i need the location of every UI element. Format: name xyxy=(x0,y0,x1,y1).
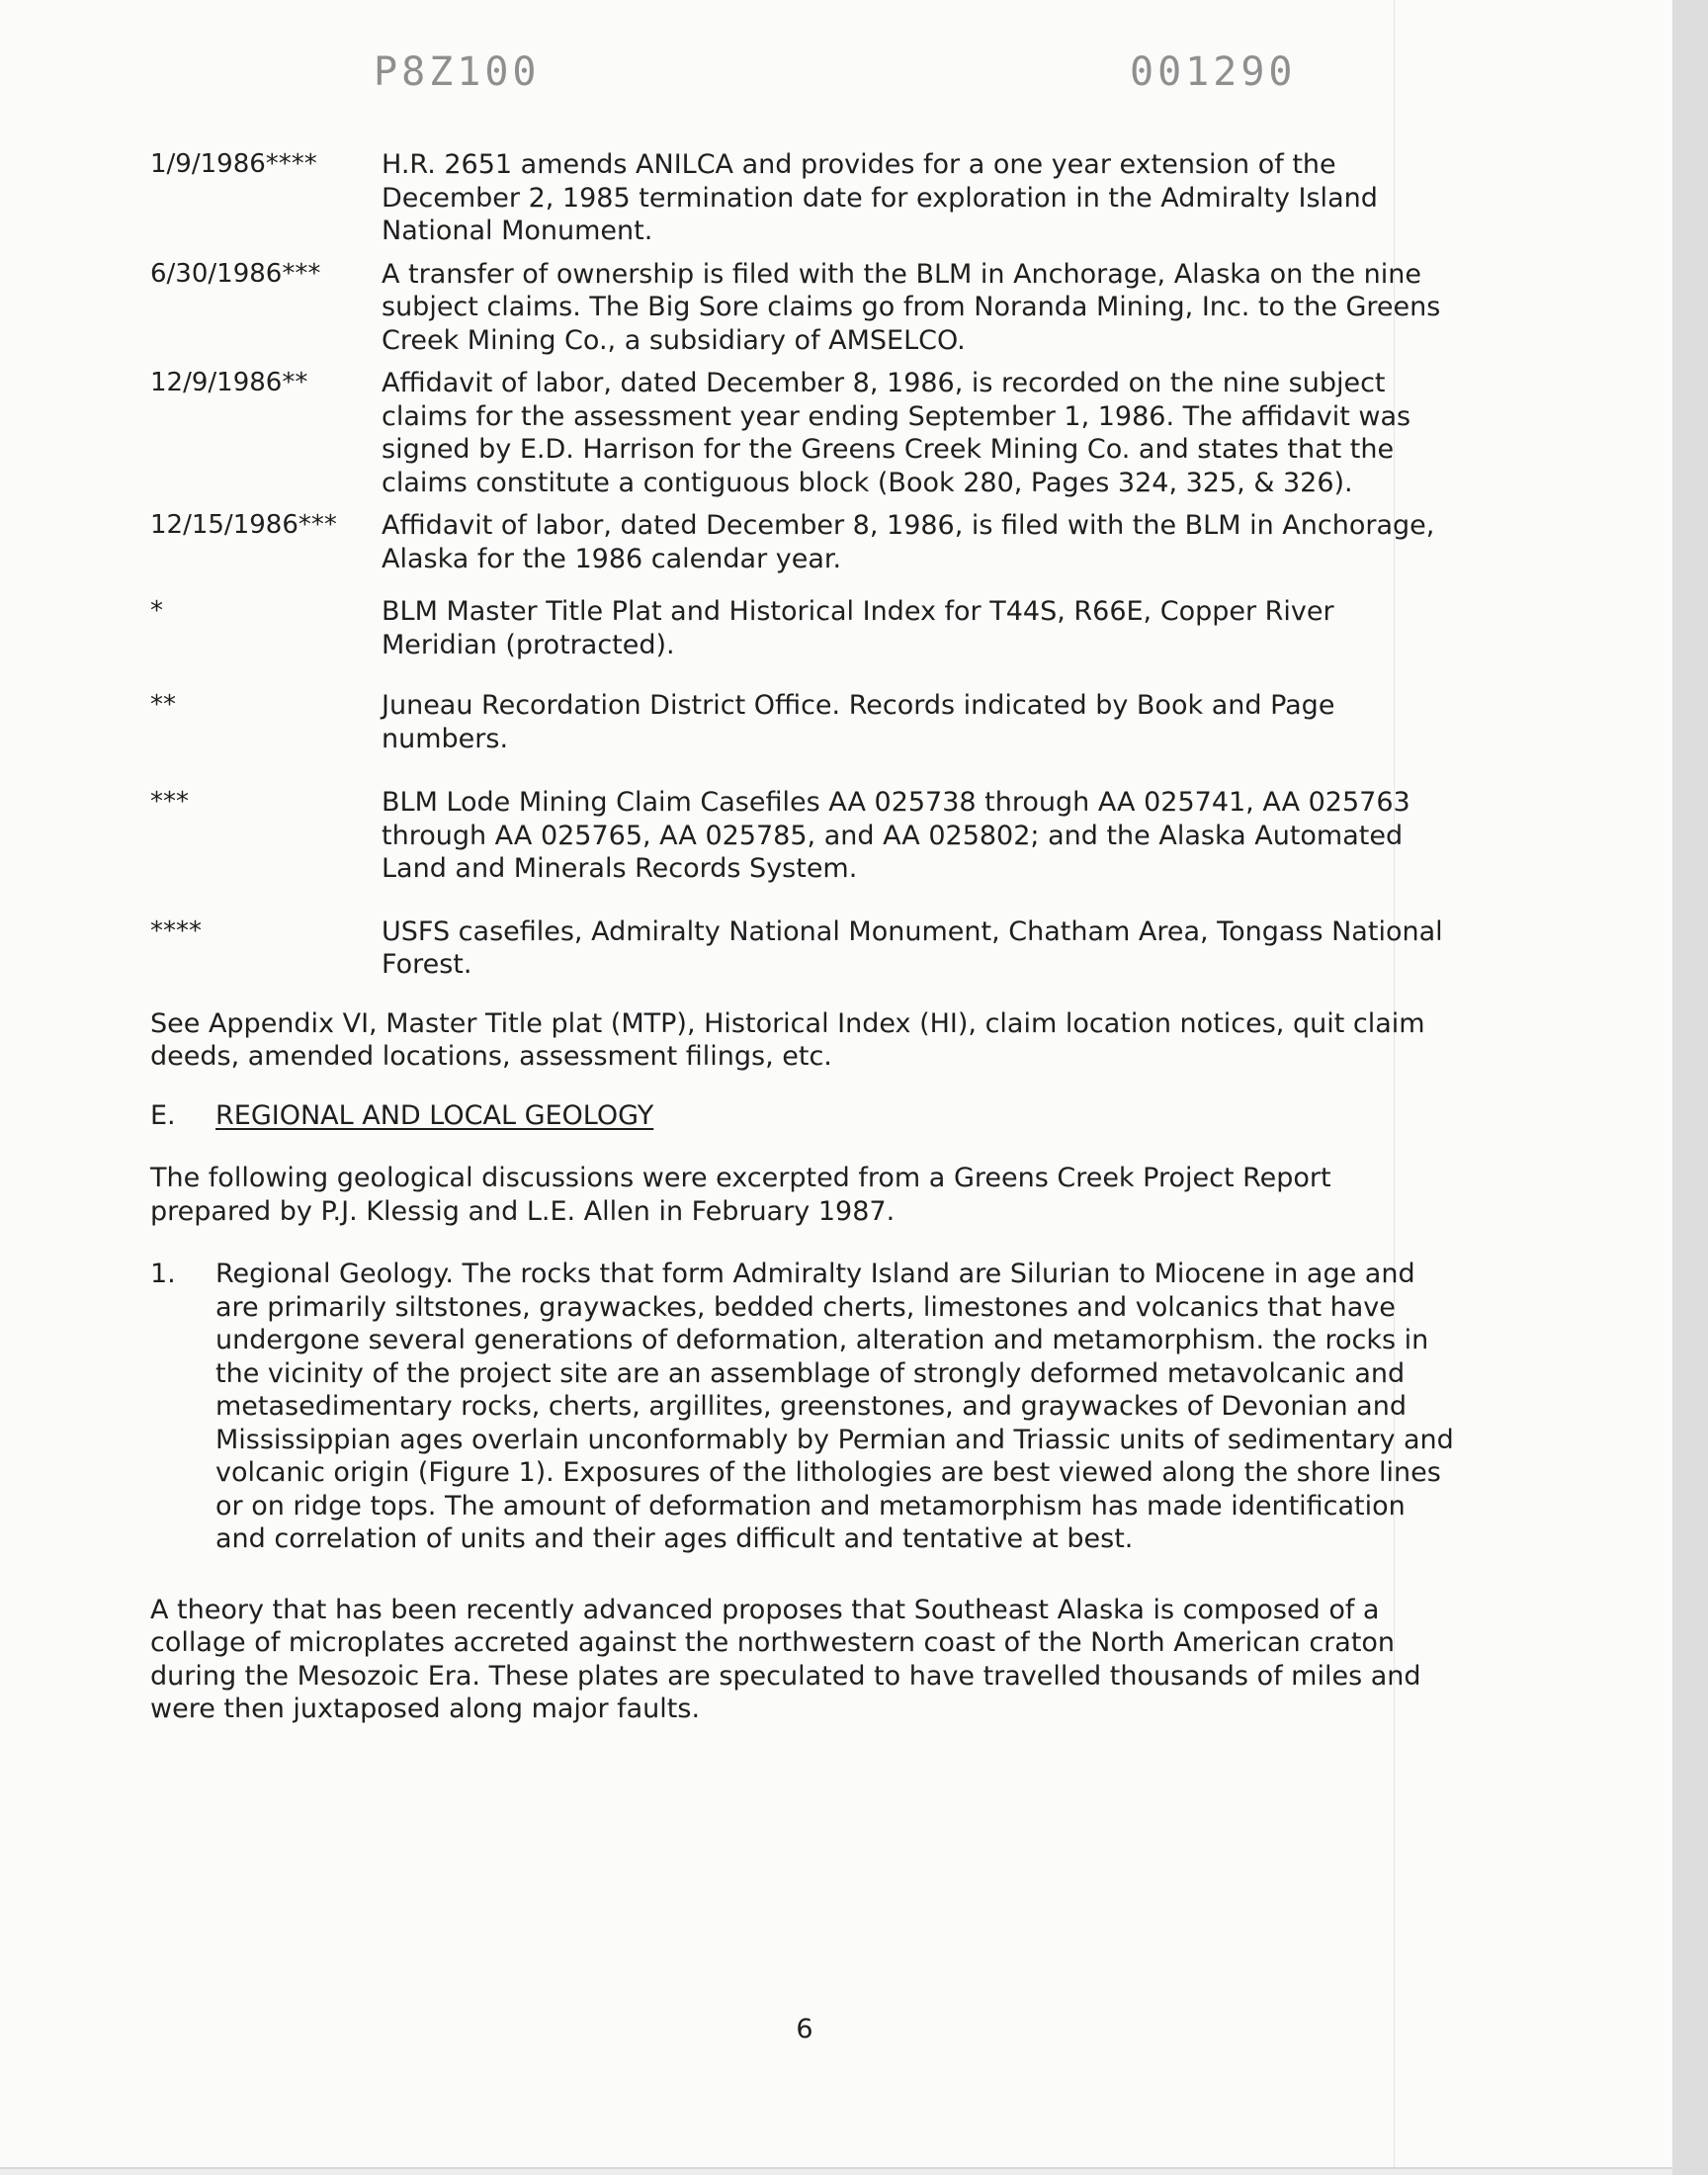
footnote-mark: * xyxy=(150,596,163,626)
section-title: REGIONAL AND LOCAL GEOLOGY xyxy=(215,1099,654,1131)
entry-date: 6/30/1986*** xyxy=(150,258,321,289)
entry-text: Affidavit of labor, dated December 8, 1986, is recorded on the nine subject claims for the assessment year ending September 1, 1986. The affidavit was signed by E.D. Harrison for the Greens Creek Mining Co. and states that the claims constitute a contiguous block (Book 280, Pages 324, 325, & 326). xyxy=(382,368,1411,498)
section-heading xyxy=(150,1099,1455,1133)
entry-date: 12/9/1986** xyxy=(150,368,308,397)
section-letter: E. xyxy=(150,1099,176,1131)
chronology-entry xyxy=(150,258,1455,358)
chronology-entry xyxy=(150,509,1455,575)
chronology-entry xyxy=(150,148,1455,248)
entry-text: A transfer of ownership is filed with the BLM in Anchorage, Alaska on the nine subject claims. The Big Sore claims go from Noranda Mining, Inc. to the Greens Creek Mining Co., a subsidiary of AMSELCO. xyxy=(382,258,1441,356)
scanner-background xyxy=(1672,0,1708,2175)
document-body xyxy=(150,148,1455,1726)
footnote-text: BLM Lode Mining Claim Casefiles AA 025738 through AA 025741, AA 025763 through AA 025765, AA 025785, and AA 025802; and the Alaska Automated Land and Minerals Records System. xyxy=(382,787,1410,884)
appendix-reference: See Appendix VI, Master Title plat (MTP), Historical Index (HI), claim location notices, quit claim deeds, amended locations, assessment filings, etc. xyxy=(150,1007,1425,1072)
footnote-source xyxy=(150,786,1455,886)
footnote-mark: ** xyxy=(150,690,176,720)
entry-text: Affidavit of labor, dated December 8, 1986, is filed with the BLM in Anchorage, Alaska for the 1986 calendar year. xyxy=(382,510,1435,574)
footnote-text: BLM Master Title Plat and Historical Index for T44S, R66E, Copper River Meridian (protracted). xyxy=(382,596,1334,660)
regional-geology-item xyxy=(150,1258,1455,1556)
chronology-entry xyxy=(150,367,1455,499)
intro-paragraph: The following geological discussions were excerpted from a Greens Creek Project Report prepared by P.J. Klessig and L.E. Allen in February 1987. xyxy=(150,1163,1331,1227)
footnote-mark: *** xyxy=(150,787,189,817)
theory-paragraph: A theory that has been recently advanced proposes that Southeast Alaska is composed of a collage of microplates accreted against the northwestern coast of the North American craton during the Mesozoic Era. These plates are speculated to have travelled thousands of miles and were then juxtaposed along major faults. xyxy=(150,1594,1421,1724)
footnote-mark: **** xyxy=(150,915,202,946)
page-number: 6 xyxy=(796,2014,813,2044)
entry-date: 12/15/1986*** xyxy=(150,510,337,540)
stamp-number-left: P8Z100 xyxy=(374,49,541,95)
footnote-source xyxy=(150,915,1455,982)
entry-text: H.R. 2651 amends ANILCA and provides for a one year extension of the December 2, 1985 termination date for exploration in the Admiralty Island National Monument. xyxy=(382,149,1378,246)
stamp-number-right: 001290 xyxy=(1130,49,1297,95)
footnote-source xyxy=(150,689,1455,755)
regional-geology-text: Regional Geology. The rocks that form Admiralty Island are Silurian to Miocene in age and are primarily siltstones, graywackes, bedded cherts, limestones and volcanics that have undergone several generations of deformation, alteration and metamorphism. the rocks in the vicinity of the project site are an assemblage of strongly deformed metavolcanic and metasedimentary rocks, cherts, argillites, greenstones, and graywackes of Devonian and Mississippian ages overlain unconformably by Permian and Triassic units of sedimentary and volcanic origin (Figure 1). Exposures of the lithologies are best viewed along the shore lines or on ridge tops. The amount of deformation and metamorphism has made identification and correlation of units and their ages difficult and tentative at best. xyxy=(215,1259,1454,1554)
item-number: 1. xyxy=(150,1259,176,1289)
footnote-text: USFS casefiles, Admiralty National Monument, Chatham Area, Tongass National Forest. xyxy=(382,915,1443,980)
footnote-source xyxy=(150,595,1455,661)
entry-date: 1/9/1986**** xyxy=(150,149,317,179)
footnote-text: Juneau Recordation District Office. Records indicated by Book and Page numbers. xyxy=(382,690,1335,754)
